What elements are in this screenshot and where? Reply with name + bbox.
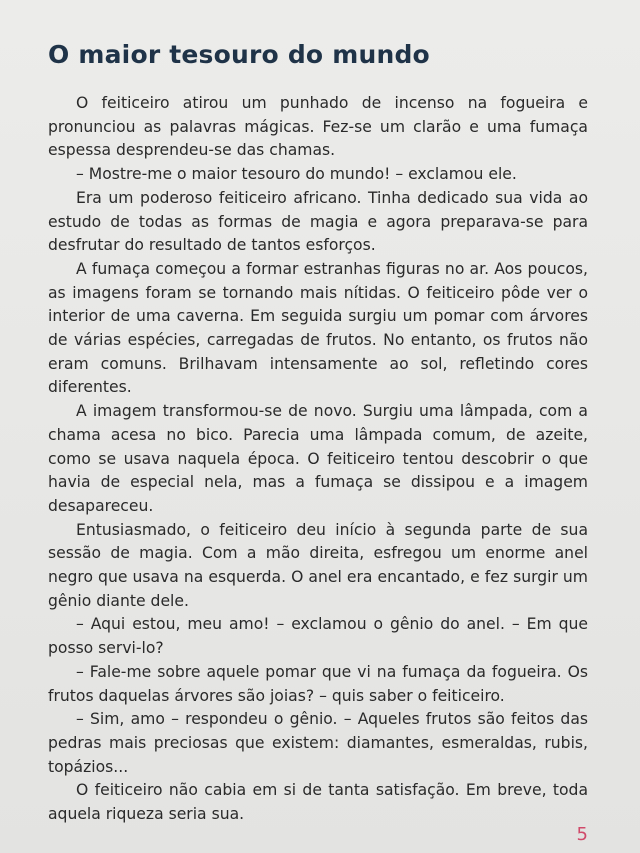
paragraph: A fumaça começou a formar estranhas figuras no ar. Aos poucos, as imagens foram se tornando mais nítidas. O feiticeiro pôde ver o interior de uma caverna. Em seguida surgiu um pomar com árvores de várias espécies, carregadas de frutos. No entanto, os frutos não eram comuns. Brilhavam intensamente ao sol, refletindo cores diferentes.	[48, 259, 588, 397]
paragraph: – Fale-me sobre aquele pomar que vi na fumaça da fogueira. Os frutos daquelas árvores são joias? – quis saber o feiticeiro.	[48, 662, 588, 705]
paragraph: – Mostre-me o maior tesouro do mundo! – exclamou ele.	[76, 165, 517, 184]
paragraph: – Sim, amo – respondeu o gênio. – Aqueles frutos são feitos das pedras mais preciosas que existem: diamantes, esmeraldas, rubis, topázios...	[48, 710, 588, 776]
page-number: 5	[576, 824, 588, 845]
paragraph: A imagem transformou-se de novo. Surgiu uma lâmpada, com a chama acesa no bico. Parecia uma lâmpada comum, de azeite, como se usava naquela época. O feiticeiro tentou descobrir o que havia de especial nela, mas a fumaça se dissipou e a imagem desapareceu.	[48, 402, 588, 515]
paragraph: O feiticeiro atirou um punhado de incenso na fogueira e pronunciou as palavras mágicas. Fez-se um clarão e uma fumaça espessa desprendeu-se das chamas.	[48, 94, 588, 160]
paragraph: O feiticeiro não cabia em si de tanta satisfação. Em breve, toda aquela riqueza seria sua.	[48, 781, 588, 824]
paragraph: – Aqui estou, meu amo! – exclamou o gênio do anel. – Em que posso servi-lo?	[48, 615, 588, 658]
paragraph: Entusiasmado, o feiticeiro deu início à segunda parte de sua sessão de magia. Com a mão direita, esfregou um enorme anel negro que usava na esquerda. O anel era encantado, e fez surgir um gênio diante dele.	[48, 520, 588, 610]
story-text	[48, 92, 588, 827]
chapter-title: O maior tesouro do mundo	[48, 40, 430, 69]
paragraph: Era um poderoso feiticeiro africano. Tinha dedicado sua vida ao estudo de todas as formas de magia e agora preparava-se para desfrutar do resultado de tantos esforços.	[48, 188, 588, 255]
